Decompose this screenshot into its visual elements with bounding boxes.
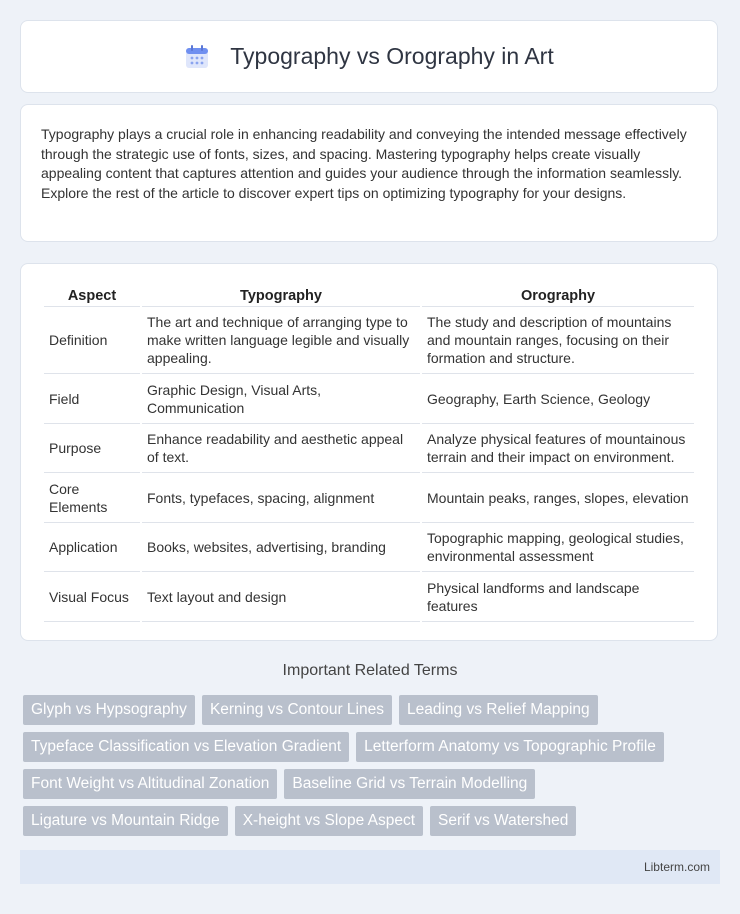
table-row [44, 473, 694, 523]
cell-aspect: Application [44, 523, 140, 572]
related-term-tag[interactable]: Ligature vs Mountain Ridge [23, 806, 228, 836]
related-term-tag[interactable]: Kerning vs Contour Lines [202, 695, 392, 725]
cell-orography: Physical landforms and landscape features [422, 572, 694, 622]
related-term-tag[interactable]: Glyph vs Hypsography [23, 695, 195, 725]
cell-orography: The study and description of mountains and mountain ranges, focusing on their formation and structure. [422, 307, 694, 374]
cell-orography: Mountain peaks, ranges, slopes, elevation [422, 473, 694, 523]
related-term-tag[interactable]: Typeface Classification vs Elevation Gradient [23, 732, 349, 762]
related-term-tag[interactable]: Letterform Anatomy vs Topographic Profile [356, 732, 664, 762]
related-term-tag[interactable]: Serif vs Watershed [430, 806, 576, 836]
header-card [20, 20, 718, 93]
cell-aspect: Definition [44, 307, 140, 374]
cell-aspect: Field [44, 374, 140, 424]
cell-orography: Analyze physical features of mountainous terrain and their impact on environment. [422, 424, 694, 473]
cell-orography: Geography, Earth Science, Geology [422, 374, 694, 424]
cell-aspect: Visual Focus [44, 572, 140, 622]
cell-aspect: Purpose [44, 424, 140, 473]
comparison-card [20, 263, 718, 641]
table-header-row [44, 284, 694, 307]
comparison-table [42, 284, 696, 622]
intro-card [20, 104, 718, 242]
header-orography: Orography [422, 284, 694, 307]
related-term-tag[interactable]: Baseline Grid vs Terrain Modelling [284, 769, 535, 799]
footer-site-link[interactable]: Libterm.com [643, 860, 710, 874]
footer [20, 850, 720, 884]
intro-text: Typography plays a crucial role in enhancing readability and conveying the intended message effectively through the strategic use of fonts, sizes, and spacing. Mastering typography helps create visually appealing content that captures attention and guides your audience through the information seamlessly. Explore the rest of the article to discover expert tips on optimizing typography for your designs. [41, 126, 687, 201]
page-title: Typography vs Orography in Art [230, 43, 554, 69]
cell-orography: Topographic mapping, geological studies, environmental assessment [422, 523, 694, 572]
table-row [44, 424, 694, 473]
header-aspect: Aspect [44, 284, 140, 307]
cell-typography: Enhance readability and aesthetic appeal of text. [142, 424, 420, 473]
cell-typography: Graphic Design, Visual Arts, Communication [142, 374, 420, 424]
related-terms-title: Important Related Terms [282, 662, 458, 679]
table-row [44, 572, 694, 622]
calendar-icon [184, 44, 210, 70]
header-typography: Typography [142, 284, 420, 307]
table-row [44, 307, 694, 374]
related-term-tag[interactable]: X-height vs Slope Aspect [235, 806, 423, 836]
table-row [44, 523, 694, 572]
cell-typography: The art and technique of arranging type to make written language legible and visually appealing. [142, 307, 420, 374]
cell-typography: Fonts, typefaces, spacing, alignment [142, 473, 420, 523]
related-terms-list [23, 695, 723, 843]
related-term-tag[interactable]: Font Weight vs Altitudinal Zonation [23, 769, 277, 799]
cell-typography: Books, websites, advertising, branding [142, 523, 420, 572]
related-term-tag[interactable]: Leading vs Relief Mapping [399, 695, 598, 725]
cell-aspect: Core Elements [44, 473, 140, 523]
cell-typography: Text layout and design [142, 572, 420, 622]
table-row [44, 374, 694, 424]
